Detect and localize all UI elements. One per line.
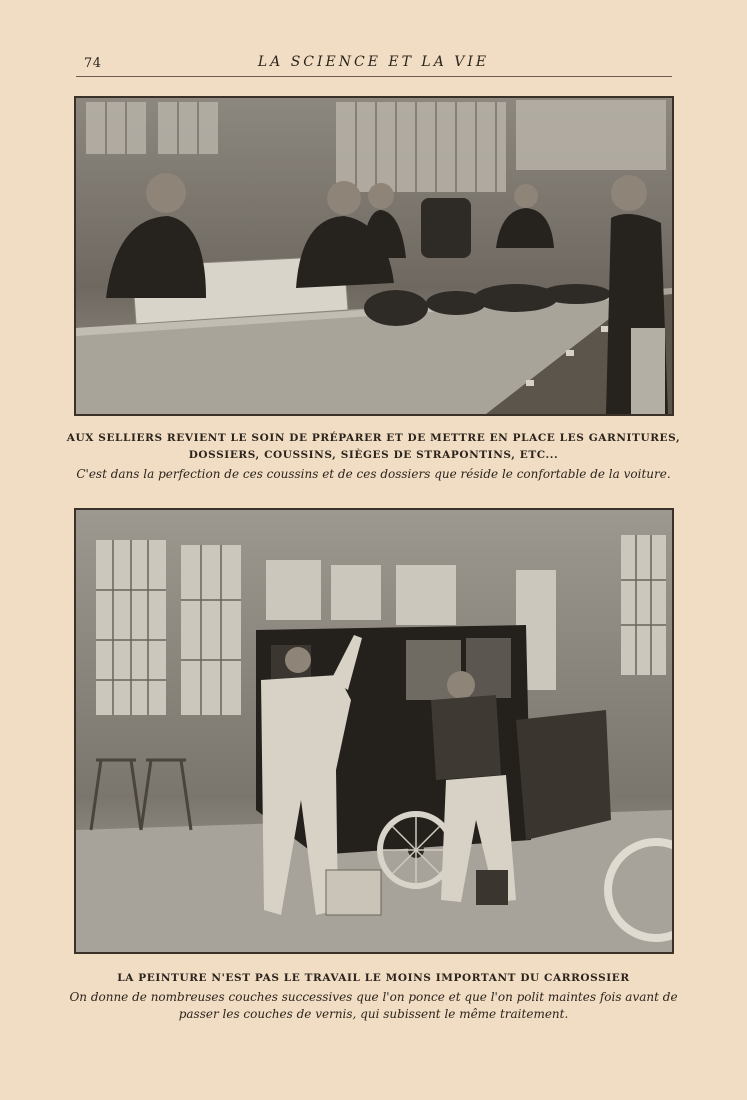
figure-2-caption-title: LA PEINTURE N'EST PAS LE TRAVAIL LE MOINS IMPORTANT DU CARROSSIER bbox=[117, 972, 630, 984]
header-rule bbox=[76, 76, 672, 77]
figure-1-caption-title: AUX SELLIERS REVIENT LE SOIN DE PRÉPARER ET DE METTRE EN PLACE LES GARNITURES, DOSSIERS, COUSSINS, SIÈGES DE STRAPONTINS, ETC... bbox=[66, 432, 681, 461]
figure-1-caption bbox=[60, 430, 687, 483]
painting-workshop-photo bbox=[74, 508, 674, 954]
saddlers-workshop-illustration bbox=[76, 98, 672, 414]
figure-1-caption-text: C'est dans la perfection de ces coussins et de ces dossiers que réside le confortable de la voiture. bbox=[76, 467, 671, 481]
figure-2-caption-text: On donne de nombreuses couches successives que l'on ponce et que l'on polit maintes fois avant de passer les couches de vernis, qui subissent le même traitement. bbox=[69, 990, 678, 1021]
running-title: LA SCIENCE ET LA VIE bbox=[257, 54, 490, 70]
page-number: 74 bbox=[84, 56, 102, 71]
painting-workshop-illustration bbox=[76, 510, 672, 952]
saddlers-workshop-photo bbox=[74, 96, 674, 416]
figure-2-caption bbox=[60, 970, 687, 1023]
